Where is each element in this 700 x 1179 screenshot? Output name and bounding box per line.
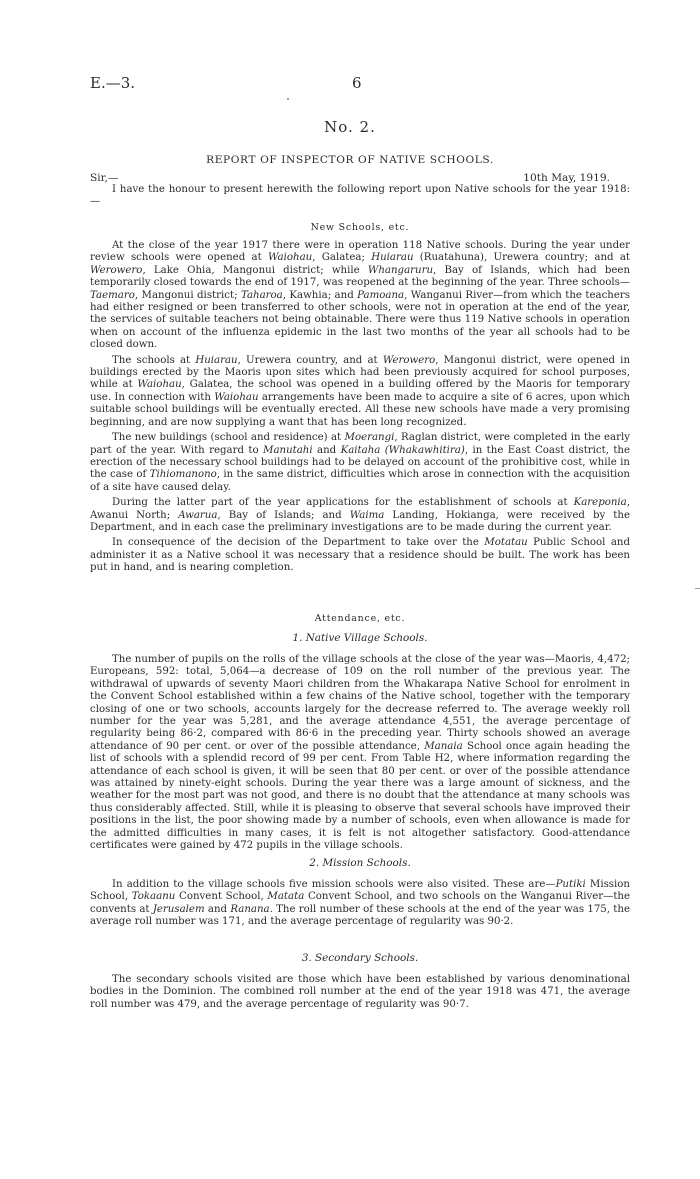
report-title: REPORT OF INSPECTOR OF NATIVE SCHOOLS. — [206, 154, 494, 166]
new-schools-heading-wrap — [90, 222, 630, 233]
page-number: 6 — [352, 74, 362, 92]
attendance-heading-wrap — [90, 613, 630, 624]
paragraph: At the close of the year 1917 there were in operation 118 Native schools. During the year under review schools were opened at Waiohau, Galatea; Huiarau (Ruatahuna), Urewera country; and at Werowero, Lake Ohia, Mangonui district; while Whangaruru, Bay of Islands, which had been temporarily closed towards the end of 1917, was reopened at the beginning of the year. Three schools—Taemaro, Mangonui district; Taharoa, Kawhia; and Pamoana, Wanganui River—from which the teachers had either resigned or been transferred to other schools, were not in operation at the end of the year, the services of suitable teachers not being obtainable. There were thus 119 Native schools in operation when on account of the influenza epidemic in the last two months of the year all schools had to be closed down. — [90, 240, 630, 351]
section-title-new-schools: New Schools, etc. — [310, 222, 410, 233]
paragraph: The number of pupils on the rolls of the village schools at the close of the year was—Maoris, 4,472; Europeans, 592: total, 5,064—a decrease of 109 on the roll number of the previous year. The withdrawal of upwards of seventy Maori children from the Whakarapa Native School for enrolment in the Convent School established within a few chains of the Native school, together with the temporary closing of one or two schools, accounts largely for the decrease referred to. The average weekly roll number for the year was 5,281, and the average attendance 4,551, the average percentage of regularity being 86·2, compared with 86·6 in the preceding year. Thirty schools showed an average attendance of 90 per cent. or over of the possible attendance, Manaia School once again heading the list of schools with a splendid record of 99 per cent. From Table H2, where information regarding the attendance of each school is given, it will be seen that 80 per cent. or over of the possible attendance was attained by ninety-eight schools. During the year there was a large amount of sickness, and the weather for the most part was not good, and there is no doubt that the attendance at many schools was thus considerably affected. Still, while it is pleasing to observe that several schools have improved their positions in the list, the poor showing made by a number of schools, even when allowance is made for the admitted difficulties in many cases, it is felt is not altogether satisfactory. Good-attendance certificates were gained by 472 pupils in the village schools. — [90, 654, 630, 852]
intro-paragraph: I have the honour to present herewith the following report upon Native schools for the year 1918:— — [90, 184, 630, 208]
print-speck — [287, 98, 289, 100]
subsection-title-village: 1. Native Village Schools. — [292, 632, 428, 644]
intro-block — [90, 184, 630, 212]
subsection-title-mission: 2. Mission Schools. — [309, 857, 411, 869]
village-schools-section — [90, 654, 630, 856]
report-date: 10th May, 1919. — [523, 172, 610, 184]
paragraph: In addition to the village schools five mission schools were also visited. These are—Putiki Mission School, Tokaanu Convent School, Matata Convent School, and two schools on the Wanganui River—the convents at Jerusalem and Ranana. The roll number of these schools at the end of the year was 175, the average roll number was 171, and the average percentage of regularity was 90·2. — [90, 879, 631, 928]
subsection-title-secondary: 3. Secondary Schools. — [301, 952, 419, 964]
mission-schools-section — [90, 879, 630, 932]
paragraph: The new buildings (school and residence) at Moerangi, Raglan district, were completed in the early part of the year. With regard to Manutahi and Kaitaha (Whakawhitira), in the East Coast district, the erection of the necessary school buildings had to be delayed on account of the prohibitive cost, while in the case of Tihiomanono, in the same district, difficulties which arose in connection with the acquisition of a site have caused delay. — [90, 432, 631, 493]
paragraph: The secondary schools visited are those which have been established by various denominational bodies in the Dominion. The combined roll number at the end of the year 1918 was 471, the average roll number was 479, and the average percentage of regularity was 90·7. — [90, 974, 630, 1010]
secondary-heading-wrap — [90, 952, 630, 964]
section-title-attendance: Attendance, etc. — [314, 613, 406, 624]
paragraph: The schools at Huiarau, Urewera country, and at Werowero, Mangonui district, were opened in buildings erected by the Maoris upon sites which had been previously acquired for school purposes, while at Waiohau, Galatea, the school was opened in a building offered by the Maoris for temporary use. In connection with Waiohau arrangements have been made to acquire a site of 6 acres, upon which suitable school buildings will be eventually erected. All these new schools have made a very promising beginning, and are now supplying a want that has been long recognized. — [90, 354, 630, 428]
report-number: No. 2. — [324, 118, 376, 136]
page-reference: E.—3. — [90, 74, 136, 92]
new-schools-section — [90, 240, 630, 578]
village-heading-wrap — [90, 632, 630, 644]
mission-heading-wrap — [90, 857, 630, 869]
paragraph: In consequence of the decision of the Department to take over the Motatau Public School and administer it as a Native school it was necessary that a residence should be built. The work has been put in hand, and is nearing completion. — [90, 537, 630, 574]
paragraph: During the latter part of the year applications for the establishment of schools at Kareponia, Awanui North; Awarua, Bay of Islands; and Waima Landing, Hokianga, were received by the Department, and in each case the preliminary investigations are to be made during the current year. — [90, 497, 630, 533]
secondary-schools-section — [90, 974, 630, 1014]
margin-mark — [695, 588, 700, 589]
salutation: Sir,— — [90, 172, 119, 184]
